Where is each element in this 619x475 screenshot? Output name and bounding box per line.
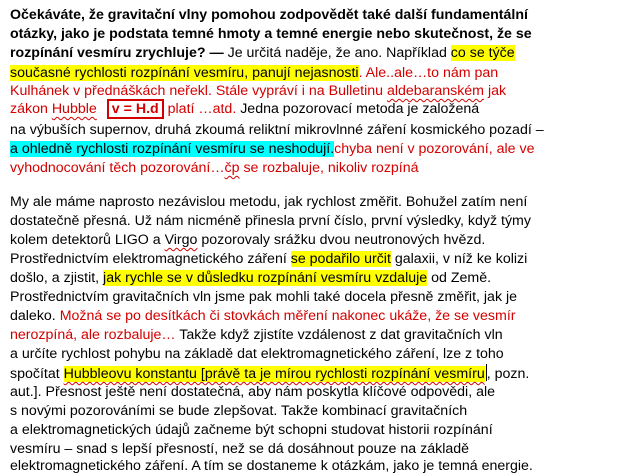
red-comment: nerozpíná, ale rozbaluje… (10, 327, 176, 343)
body-text: kolem detektorů LIGO a (10, 232, 165, 248)
highlight-yellow: Hubbleovu konstantu [právě ta je mírou rychlosti rozpínání vesmíru (63, 366, 485, 382)
body-text: , pozn. (486, 366, 530, 382)
spelling-marked-word: Hubble (51, 101, 97, 117)
p2-line-8 (10, 326, 503, 344)
p2-line-11 (10, 383, 495, 401)
p2-line-14 (10, 440, 469, 458)
highlight-yellow: co se týče (450, 45, 515, 61)
body-text: Takže když zjistíte vzdálenost z dat gravitačních vln (175, 327, 503, 343)
p1-line-3 (10, 44, 515, 62)
body-text: a elektromagnetických údajů začneme být schopni studovat historii rozpínání (10, 422, 493, 438)
p2-line-3 (10, 231, 485, 249)
p2-line-9 (10, 345, 504, 363)
red-comment: . Ale..ale…to nám pan (358, 65, 499, 81)
p1-line-4 (10, 64, 498, 82)
p2-line-5 (10, 269, 491, 287)
body-text: na výbuších supernov, druhá zkoumá reliktní mikrovlnné záření kosmického pozadí – (10, 122, 544, 138)
highlight-cyan: a ohledně rychlosti rozpínání vesmíru se neshodují. (10, 141, 335, 157)
body-text: a určíte rychlost pohybu na základě dat elektromagnetického záření, lze z toho (10, 346, 504, 362)
question-end: rozpínání vesmíru zrychluje? — (10, 45, 224, 61)
body-text: My ale máme naprosto nezávislou metodu, jak rychlost změřit. Bohužel zatím není (10, 194, 528, 210)
red-comment: vyhodnocování těch pozorování… (10, 160, 225, 176)
body-text: Prostřednictvím elektromagnetického záření (10, 251, 291, 267)
red-comment: zákon (10, 101, 52, 117)
question-line-2 (10, 25, 532, 43)
red-comment: Kulhánek v přednáškách neřekl. Stále vypráví i na Bulletinu (10, 83, 387, 99)
body-text: aut.]. Přesnost ještě není dostatečná, aby nám poskytla klíčové odpovědi, ale (10, 384, 496, 400)
body-text: s novými pozorováními se bude zlepšovat. Takže kombinací gravitačních (10, 403, 468, 419)
p2-line-4 (10, 250, 527, 268)
p2-line-7 (10, 307, 516, 325)
body-text: od Země. (427, 270, 492, 286)
body-text: Prostřednictvím gravitačních vln jsme pak mohli také docela přesně změřit, jak je (10, 289, 518, 305)
p2-line-12 (10, 402, 467, 420)
text: otázky, jako je podstata temné hmoty a temné energie nebo skutečnost, že se (10, 26, 532, 42)
body-text: pozorovaly srážku dvou neutronových hvězd. (197, 232, 486, 248)
body-text: došlo, a zjistit, (10, 270, 104, 286)
spelling-marked-word: čp (224, 160, 240, 176)
p1-line-8 (10, 140, 534, 158)
body-text: dostatečně přesná. Už nám nicméně přinesla první číslo, první výsledky, když týmy (10, 213, 531, 229)
p1-line-5 (10, 82, 506, 100)
p2-line-1 (10, 193, 527, 211)
answer-text: Je určitá naděje, že ano. Například (223, 45, 451, 61)
p2-line-2 (10, 212, 531, 230)
formula-box: v = H.d (107, 99, 164, 119)
highlight-yellow: současné rychlosti rozpínání vesmíru, panují nejasnosti (10, 65, 359, 81)
body-text: galaxii, v níž ke kolizi (390, 251, 528, 267)
red-comment: jak (484, 83, 507, 99)
text: Očekáváte, že gravitační vlny pomohou zodpovědět také další fundamentální (10, 7, 528, 23)
p2-line-10 (10, 364, 529, 383)
red-comment: platí …atd. (163, 101, 237, 117)
body-text: daleko. (10, 308, 60, 324)
p2-line-15 (10, 457, 533, 475)
body-text: spočítat (10, 366, 64, 382)
red-comment: se rozbaluje, nikoliv rozpíná (239, 160, 419, 176)
body-text: elektromagnetického záření. A tím se dostaneme k otázkám, jako je temná energie. (10, 458, 533, 474)
question-line-1 (10, 6, 528, 24)
p2-line-13 (10, 421, 493, 439)
spelling-marked-word: aldebaranském (386, 83, 484, 99)
p1-line-9 (10, 159, 419, 177)
spelling-marked-word: Virgo (164, 232, 198, 248)
red-comment: chyba není v pozorování, ale ve (334, 141, 535, 157)
body-text: Jedna pozorovací metoda je založená (236, 101, 480, 117)
red-comment: Možná se po desítkách či stovkách měření nakonec ukáže, že se vesmír (59, 308, 516, 324)
body-text: vesmíru – snad s lepší přesností, než se dá dosáhnout pouze na základě (10, 441, 470, 457)
highlight-yellow: se podařilo určit (290, 251, 391, 267)
highlight-yellow: jak rychle se v důsledku rozpínání vesmíru vzdaluje (103, 270, 428, 286)
p1-line-6 (10, 100, 479, 118)
p2-line-6 (10, 288, 517, 306)
p1-line-7 (10, 121, 544, 139)
